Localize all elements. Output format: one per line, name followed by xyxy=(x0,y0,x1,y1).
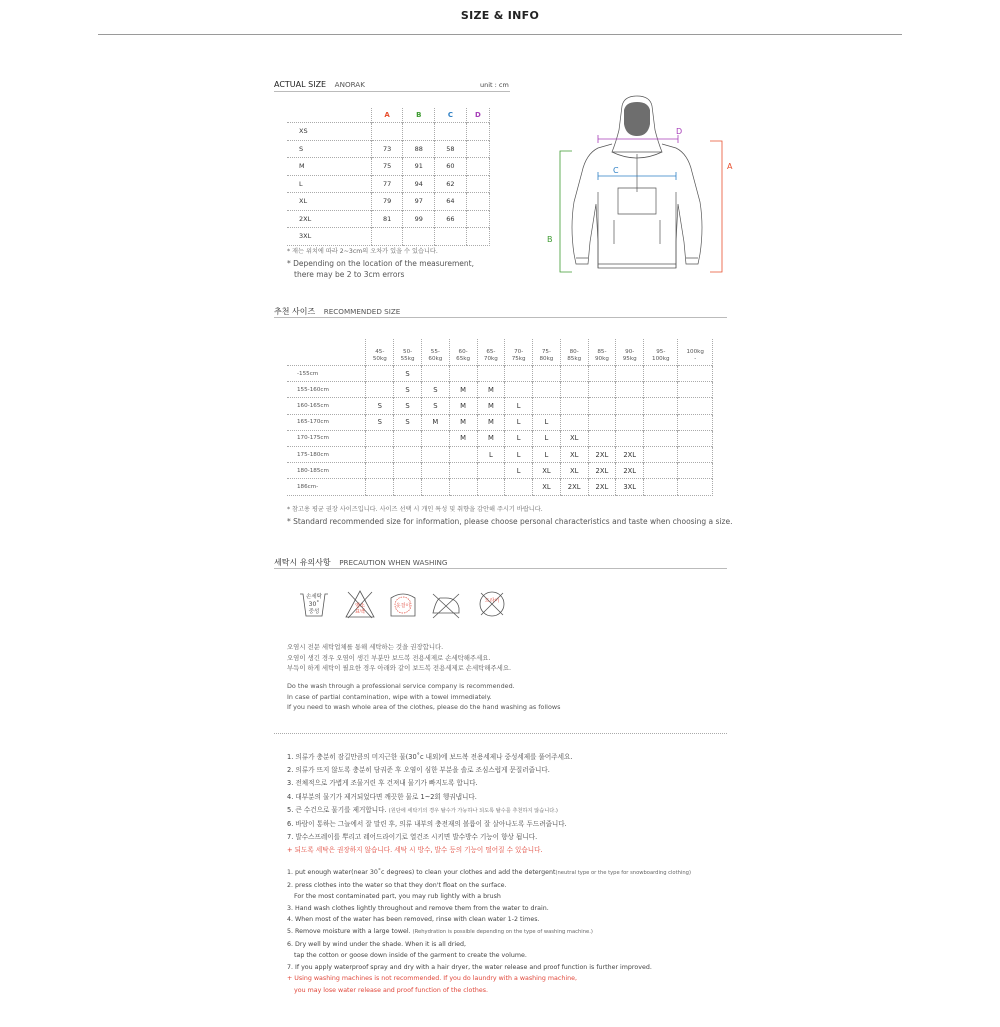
weight-range-end: 95kg xyxy=(622,356,637,362)
size-label: 3XL xyxy=(287,228,371,246)
recommended-size-cell xyxy=(394,446,422,462)
recommended-size-cell xyxy=(678,430,713,446)
recommended-size-cell: 3XL xyxy=(616,479,644,495)
recommended-size-cell xyxy=(560,414,588,430)
recommended-size-cell: M xyxy=(449,398,477,414)
measure-cell xyxy=(466,123,489,141)
weight-range-start: 80- xyxy=(569,349,579,355)
measure-cell xyxy=(466,175,489,193)
recommended-size-cell xyxy=(588,414,616,430)
measure-cell xyxy=(403,123,435,141)
measure-cell xyxy=(435,228,467,246)
recommended-size-cell xyxy=(588,398,616,414)
measure-cell xyxy=(466,140,489,158)
hand-wash-icon-line3: 중성 xyxy=(308,609,320,615)
recommended-size-cell: S xyxy=(421,382,449,398)
table-row xyxy=(287,463,713,479)
washing-step-ko xyxy=(287,777,572,790)
washing-step-en xyxy=(287,867,691,880)
weight-range-end: 55kg xyxy=(400,356,415,362)
measure-cell: 62 xyxy=(435,175,467,193)
recommended-size-cell xyxy=(616,382,644,398)
weight-column-header xyxy=(644,339,678,366)
washing-step-text: 2. press clothes into the water so that they don't float on the surface. xyxy=(287,881,507,889)
recommended-size-cell: L xyxy=(505,463,533,479)
size-label: XL xyxy=(287,193,371,211)
washing-step-text: 1. put enough water(near 30˚c degrees) to clean your clothes and add the detergent xyxy=(287,869,556,876)
washing-step-text: 2. 의류가 뜨지 않도록 충분히 담궈준 후 오염이 심한 부분을 솔로 조심스럽게 문질러줍니다. xyxy=(287,766,550,775)
recommended-size-cell xyxy=(560,366,588,382)
washing-step-en xyxy=(287,914,691,926)
recommended-size-cell xyxy=(588,366,616,382)
recommended-size-cell: 2XL xyxy=(588,446,616,462)
recommended-size-cell xyxy=(449,446,477,462)
diagram-label-a: A xyxy=(727,162,733,171)
recommended-size-cell xyxy=(477,479,505,495)
height-label: 160-165cm xyxy=(287,398,366,414)
weight-column-header xyxy=(560,339,588,366)
washing-step-text: 7. If you apply waterproof spray and dry with a hair dryer, the water release and proof function is further improved. xyxy=(287,963,652,971)
recommended-size-cell xyxy=(644,430,678,446)
recommended-title: 추천 사이즈 xyxy=(274,307,316,316)
recommended-size-cell: M xyxy=(449,414,477,430)
recommended-size-cell: XL xyxy=(533,479,561,495)
weight-column-header xyxy=(449,339,477,366)
washing-en-line: Do the wash through a professional service company is recommended. xyxy=(287,682,515,690)
no-dry-clean-icon xyxy=(476,588,508,620)
diagram-label-c: C xyxy=(613,166,619,175)
table-row xyxy=(287,430,713,446)
weight-range-end: 75kg xyxy=(511,356,526,362)
recommended-size-cell: M xyxy=(421,414,449,430)
measure-column-a: A xyxy=(371,108,403,123)
actual-size-table xyxy=(287,108,490,246)
actual-size-title: ACTUAL SIZE xyxy=(274,80,327,89)
washing-warning-ko: + 되도록 세탁은 권장하지 않습니다. 세탁 시 방수, 발수 등의 기능이 떨어질 수 있습니다. xyxy=(287,846,543,855)
measure-cell: 79 xyxy=(371,193,403,211)
weight-range-end: 60kg xyxy=(428,356,443,362)
measure-cell xyxy=(466,228,489,246)
measure-cell: 97 xyxy=(403,193,435,211)
recommended-size-cell: S xyxy=(366,398,394,414)
diagram-label-d: D xyxy=(676,127,683,136)
washing-step-text: 6. 바람이 통하는 그늘에서 잘 말린 후, 의류 내부의 충전재의 볼륨이 잘 살아나도록 두드려줍니다. xyxy=(287,820,567,829)
table-row xyxy=(287,140,490,158)
weight-range-end: - xyxy=(694,356,697,362)
measure-column-d: D xyxy=(466,108,489,123)
washing-en-line: If you need to wash whole area of the clothes, please do the hand washing as follows xyxy=(287,703,561,711)
measure-cell: 94 xyxy=(403,175,435,193)
measure-cell: 91 xyxy=(403,158,435,176)
weight-range-end: 100kg xyxy=(652,356,670,362)
recommended-size-cell: 2XL xyxy=(616,463,644,479)
washing-step-text: 5. 큰 수건으로 물기를 제거합니다. xyxy=(287,805,389,814)
measure-cell: 60 xyxy=(435,158,467,176)
measure-cell: 77 xyxy=(371,175,403,193)
recommended-size-cell xyxy=(421,479,449,495)
washing-step-ko xyxy=(287,804,572,818)
recommended-size-cell xyxy=(644,366,678,382)
weight-range-start: 85- xyxy=(597,349,607,355)
measure-cell xyxy=(435,123,467,141)
diagram-label-b: B xyxy=(547,235,553,244)
recommended-size-cell xyxy=(505,366,533,382)
actual-size-subtitle: ANORAK xyxy=(334,80,365,89)
actual-size-note-ko: * 재는 위치에 따라 2~3cm의 오차가 있을 수 있습니다. xyxy=(287,248,438,255)
washing-step-note: (neutral type or the type for snowboarding clothing) xyxy=(555,870,691,876)
weight-range-end: 90kg xyxy=(594,356,609,362)
washing-step-text: 3. 전체적으로 가볍게 조물거린 후 건져내 물기가 빠지도록 합니다. xyxy=(287,779,478,788)
recommended-size-cell xyxy=(616,398,644,414)
weight-range-end: 65kg xyxy=(456,356,471,362)
recommended-size-cell: M xyxy=(477,430,505,446)
recommended-size-cell xyxy=(421,463,449,479)
recommended-size-cell xyxy=(588,382,616,398)
weight-range-start: 50- xyxy=(403,349,413,355)
actual-size-note-en-line2: there may be 2 to 3cm errors xyxy=(294,270,405,279)
washing-step-en xyxy=(287,962,691,974)
weight-range-start: 55- xyxy=(430,349,440,355)
recommended-size-cell: XL xyxy=(560,430,588,446)
recommended-size-cell: XL xyxy=(560,463,588,479)
washing-step-en xyxy=(287,891,691,903)
recommended-size-cell: S xyxy=(394,382,422,398)
recommended-size-cell xyxy=(366,382,394,398)
hand-wash-icon-line2: 30˚ xyxy=(308,601,320,608)
recommended-size-cell xyxy=(644,414,678,430)
recommended-size-cell xyxy=(366,479,394,495)
recommended-size-cell: L xyxy=(505,414,533,430)
washing-warning-en-line1: + Using washing machines is not recommended. If you do laundry with a washing machine, xyxy=(287,975,577,983)
weight-range-end: 70kg xyxy=(483,356,498,362)
recommended-size-cell xyxy=(449,366,477,382)
measure-cell: 66 xyxy=(435,210,467,228)
weight-column-header xyxy=(678,339,713,366)
recommended-size-cell xyxy=(644,446,678,462)
recommended-size-cell xyxy=(366,366,394,382)
recommended-size-cell: M xyxy=(477,398,505,414)
measure-cell: 58 xyxy=(435,140,467,158)
height-column-header xyxy=(287,339,366,366)
washing-step-en xyxy=(287,950,691,962)
washing-step-en xyxy=(287,880,691,892)
recommended-size-cell xyxy=(678,382,713,398)
table-row xyxy=(287,398,713,414)
table-row xyxy=(287,479,713,495)
page-title: SIZE & INFO xyxy=(460,9,540,22)
washing-header xyxy=(274,557,447,568)
washing-step-text: 7. 발수스프레이를 뿌리고 레어드라이기로 열건조 시키면 발수방수 기능이 향상 됩니다. xyxy=(287,833,538,842)
washing-step-en xyxy=(287,903,691,915)
washing-step-text: For the most contaminated part, you may rub lightly with a brush xyxy=(294,893,501,901)
washing-ko-line: 오염이 생긴 경우 오염이 생긴 부분만 보드복 전용세제로 손세탁해주세요. xyxy=(287,653,491,662)
washing-title: 세탁시 유의사항 xyxy=(274,558,331,567)
table-row xyxy=(287,210,490,228)
recommended-size-cell: M xyxy=(477,382,505,398)
washing-step-note: (Rehydration is possible depending on the type of washing machine.) xyxy=(412,928,593,935)
washing-step-en xyxy=(287,926,691,939)
measure-cell xyxy=(466,210,489,228)
measure-cell xyxy=(371,123,403,141)
measure-cell xyxy=(466,193,489,211)
recommended-size-cell: L xyxy=(533,446,561,462)
washing-ko-line: 부득이 하게 세탁이 필요한 경우 아래와 같이 보드복 전용세제로 손세탁해주세요. xyxy=(287,664,512,672)
size-label: L xyxy=(287,175,371,193)
washing-step-note: (원단에 세탁기의 경우 탈수가 가능하나 되도록 탈수를 추천하지 않습니다.) xyxy=(388,807,558,814)
actual-size-note-en-line1: * Depending on the location of the measurement, xyxy=(287,259,474,268)
recommended-size-cell xyxy=(588,430,616,446)
recommended-size-cell xyxy=(366,430,394,446)
recommended-size-cell xyxy=(616,414,644,430)
washing-step-ko xyxy=(287,791,572,804)
table-row xyxy=(287,382,713,398)
washing-step-ko xyxy=(287,764,572,777)
recommended-header xyxy=(274,306,400,317)
recommended-size-cell xyxy=(644,479,678,495)
size-label: 2XL xyxy=(287,210,371,228)
weight-column-header xyxy=(616,339,644,366)
recommended-size-cell: M xyxy=(477,414,505,430)
recommended-size-cell: M xyxy=(449,382,477,398)
recommended-size-cell xyxy=(533,398,561,414)
recommended-size-cell: L xyxy=(505,446,533,462)
recommended-size-cell: S xyxy=(394,366,422,382)
weight-range-end: 50kg xyxy=(372,356,387,362)
measure-cell xyxy=(371,228,403,246)
recommended-size-cell: XL xyxy=(533,463,561,479)
weight-range-start: 75- xyxy=(541,349,551,355)
weight-column-header xyxy=(366,339,394,366)
recommended-size-cell xyxy=(449,463,477,479)
height-label: 165-170cm xyxy=(287,414,366,430)
actual-size-rule xyxy=(274,91,510,92)
weight-range-start: 60- xyxy=(458,349,468,355)
weight-range-end: 80kg xyxy=(539,356,554,362)
washing-step-text: 3. Hand wash clothes lightly throughout and remove them from the water to drain. xyxy=(287,904,549,912)
washing-step-text: 4. 대부분의 물기가 제거되었다면 깨끗한 물로 1~2회 헹궈냅니다. xyxy=(287,792,477,801)
table-row xyxy=(287,175,490,193)
recommended-size-cell xyxy=(505,479,533,495)
height-label: 155-160cm xyxy=(287,382,366,398)
recommended-note-en: * Standard recommended size for information, please choose personal characteristics and taste when choosing a size. xyxy=(287,517,733,526)
table-row xyxy=(287,158,490,176)
recommended-size-cell: 2XL xyxy=(588,463,616,479)
recommended-subtitle: RECOMMENDED SIZE xyxy=(323,307,401,316)
weight-range-start: 95- xyxy=(656,349,666,355)
weight-range-end: 85kg xyxy=(567,356,582,362)
washing-step-text: 6. Dry well by wind under the shade. When it is all dried, xyxy=(287,940,466,948)
recommended-size-cell xyxy=(644,398,678,414)
recommended-size-cell xyxy=(533,382,561,398)
recommended-size-cell: S xyxy=(421,398,449,414)
recommended-size-cell xyxy=(533,366,561,382)
measure-cell xyxy=(403,228,435,246)
measure-column-c: C xyxy=(435,108,467,123)
no-iron-icon xyxy=(430,588,462,620)
recommended-size-cell: L xyxy=(533,430,561,446)
table-row xyxy=(287,228,490,246)
recommended-size-cell: L xyxy=(533,414,561,430)
measure-cell: 64 xyxy=(435,193,467,211)
recommended-size-cell xyxy=(644,463,678,479)
measure-cell xyxy=(466,158,489,176)
recommended-rule xyxy=(274,317,727,318)
title-divider xyxy=(98,34,902,35)
washing-subtitle: PRECAUTION WHEN WASHING xyxy=(339,558,448,567)
recommended-size-cell xyxy=(616,366,644,382)
recommended-size-cell xyxy=(394,479,422,495)
recommended-size-cell xyxy=(678,463,713,479)
washing-step-ko xyxy=(287,818,572,831)
measure-cell: 88 xyxy=(403,140,435,158)
recommended-size-cell: 2XL xyxy=(560,479,588,495)
hood-opening xyxy=(624,102,650,136)
washing-step-text: tap the cotton or goose down inside of the garment to create the volume. xyxy=(294,952,527,960)
recommended-size-cell xyxy=(366,446,394,462)
washing-warning-en-line2: you may lose water release and proof function of the clothes. xyxy=(294,986,488,994)
recommended-size-cell xyxy=(421,446,449,462)
height-label: 170-175cm xyxy=(287,430,366,446)
weight-range-start: 70- xyxy=(514,349,524,355)
washing-step-ko xyxy=(287,751,572,764)
recommended-size-cell xyxy=(678,479,713,495)
recommended-size-cell xyxy=(616,430,644,446)
recommended-size-cell xyxy=(560,398,588,414)
recommended-size-cell xyxy=(505,382,533,398)
table-row xyxy=(287,193,490,211)
height-label: 186cm- xyxy=(287,479,366,495)
height-label: 180-185cm xyxy=(287,463,366,479)
table-row xyxy=(287,366,713,382)
recommended-size-cell: L xyxy=(505,430,533,446)
measure-cell: 73 xyxy=(371,140,403,158)
recommended-size-cell: S xyxy=(394,414,422,430)
weight-column-header xyxy=(533,339,561,366)
no-bleach-icon-line2: 표백 xyxy=(355,609,365,615)
recommended-size-cell xyxy=(678,414,713,430)
recommended-size-cell: L xyxy=(505,398,533,414)
recommended-size-cell: M xyxy=(449,430,477,446)
washing-steps-en xyxy=(287,867,691,997)
hand-wash-icon xyxy=(298,588,330,620)
recommended-size-cell xyxy=(477,463,505,479)
actual-size-header xyxy=(274,80,365,89)
weight-column-header xyxy=(394,339,422,366)
table-row xyxy=(287,123,490,141)
washing-step-en xyxy=(287,939,691,951)
recommended-size-cell: S xyxy=(394,398,422,414)
recommended-size-table xyxy=(287,339,713,496)
height-label: 175-180cm xyxy=(287,446,366,462)
measure-cell: 81 xyxy=(371,210,403,228)
recommended-note-ko: * 참고용 평균 권장 사이즈입니다. 사이즈 선택 시 개인 특성 및 취향을 감안해 주시기 바랍니다. xyxy=(287,506,543,513)
recommended-size-cell xyxy=(678,398,713,414)
weight-column-header xyxy=(588,339,616,366)
weight-column-header xyxy=(421,339,449,366)
washing-step-ko xyxy=(287,831,572,844)
no-dry-clean-icon-line1: 드라이 xyxy=(484,598,500,604)
unit-label: unit : cm xyxy=(480,81,509,89)
size-label: M xyxy=(287,158,371,176)
recommended-size-cell: L xyxy=(477,446,505,462)
recommended-size-cell xyxy=(421,430,449,446)
washing-divider xyxy=(274,733,727,734)
weight-range-start: 65- xyxy=(486,349,496,355)
measure-cell: 75 xyxy=(371,158,403,176)
no-tumble-dry-icon-line1: 옷걸이 xyxy=(395,603,411,609)
recommended-size-cell: 2XL xyxy=(588,479,616,495)
table-row xyxy=(287,446,713,462)
actual-size-note-en xyxy=(287,258,474,280)
washing-steps-ko xyxy=(287,751,572,858)
washing-ko-line: 오염시 전문 세탁업체를 통해 세탁하는 것을 권장합니다. xyxy=(287,643,444,651)
weight-range-start: 90- xyxy=(625,349,635,355)
measure-cell: 99 xyxy=(403,210,435,228)
recommended-size-cell xyxy=(394,430,422,446)
recommended-size-cell xyxy=(678,366,713,382)
recommended-size-cell xyxy=(678,446,713,462)
recommended-size-cell xyxy=(449,479,477,495)
recommended-size-cell xyxy=(366,463,394,479)
recommended-size-cell xyxy=(477,366,505,382)
anorak-diagram xyxy=(540,92,750,277)
washing-step-text: 1. 의류가 충분히 잠길만큼의 미지근한 물(30˚c 내외)에 보드복 전용세제나 중성세제를 풀어주세요. xyxy=(287,753,573,761)
washing-step-text: 5. Remove moisture with a large towel. xyxy=(287,927,413,935)
recommended-size-cell: XL xyxy=(560,446,588,462)
no-tumble-dry-icon xyxy=(387,588,419,620)
size-column-header xyxy=(287,108,371,123)
washing-en-paragraph xyxy=(287,681,560,713)
recommended-size-cell: S xyxy=(366,414,394,430)
no-bleach-icon-line1: 염소 xyxy=(355,603,365,609)
weight-range-start: 100kg xyxy=(686,349,704,355)
recommended-size-cell xyxy=(560,382,588,398)
recommended-size-cell xyxy=(421,366,449,382)
table-row xyxy=(287,414,713,430)
weight-column-header xyxy=(505,339,533,366)
measure-column-b: B xyxy=(403,108,435,123)
size-label: XS xyxy=(287,123,371,141)
washing-step-text: 4. When most of the water has been removed, rinse with clean water 1-2 times. xyxy=(287,916,540,924)
washing-en-line: In case of partial contamination, wipe with a towel immediately. xyxy=(287,692,492,701)
hand-wash-icon-line1: 손세탁 xyxy=(306,594,322,600)
weight-range-start: 45- xyxy=(375,349,385,355)
washing-ko-paragraph xyxy=(287,642,511,674)
washing-rule xyxy=(274,568,727,569)
recommended-size-cell xyxy=(644,382,678,398)
recommended-size-cell xyxy=(394,463,422,479)
weight-column-header xyxy=(477,339,505,366)
recommended-size-cell: 2XL xyxy=(616,446,644,462)
size-label: S xyxy=(287,140,371,158)
height-label: -155cm xyxy=(287,366,366,382)
no-bleach-icon xyxy=(344,588,376,620)
